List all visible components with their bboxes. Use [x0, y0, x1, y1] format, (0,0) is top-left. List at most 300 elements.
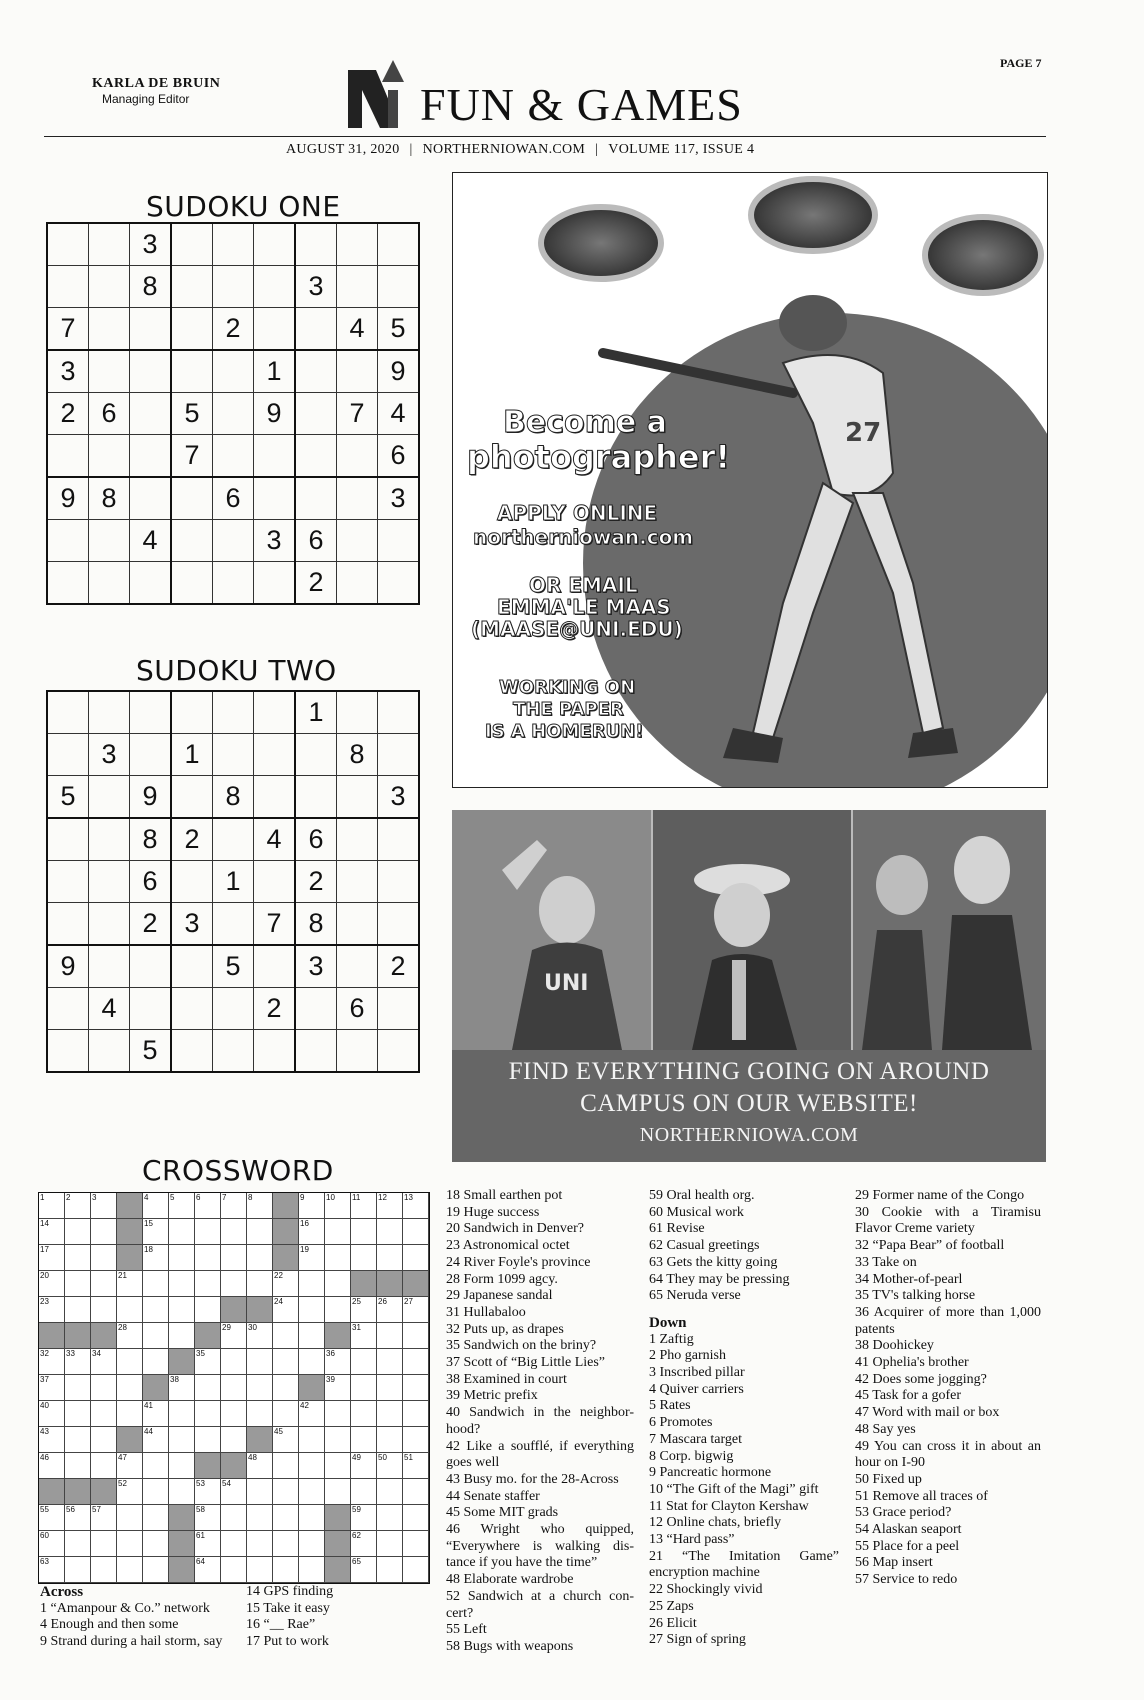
sudoku-cell[interactable]	[171, 350, 213, 393]
crossword-cell[interactable]	[273, 1297, 299, 1323]
crossword-cell[interactable]	[65, 1297, 91, 1323]
sudoku-cell[interactable]	[47, 562, 89, 605]
crossword-cell[interactable]	[169, 1375, 195, 1401]
crossword-cell[interactable]	[299, 1427, 325, 1453]
crossword-cell[interactable]	[221, 1245, 247, 1271]
sudoku-cell[interactable]: 7	[337, 393, 378, 435]
sudoku-cell[interactable]	[378, 903, 420, 946]
photographer-ad[interactable]	[452, 172, 1048, 788]
crossword-cell[interactable]	[299, 1531, 325, 1557]
crossword-cell[interactable]	[351, 1349, 377, 1375]
sudoku-cell[interactable]	[378, 691, 420, 734]
sudoku-cell[interactable]	[130, 734, 172, 776]
crossword-cell[interactable]	[377, 1401, 403, 1427]
sudoku-cell[interactable]	[47, 435, 89, 478]
crossword-cell[interactable]	[39, 1401, 65, 1427]
crossword-cell[interactable]	[221, 1349, 247, 1375]
sudoku-cell[interactable]	[337, 861, 378, 903]
crossword-cell[interactable]	[117, 1453, 143, 1479]
crossword-cell[interactable]	[39, 1557, 65, 1583]
sudoku-cell[interactable]	[213, 1030, 254, 1073]
sudoku-cell[interactable]: 3	[130, 223, 172, 266]
sudoku-cell[interactable]: 2	[378, 945, 420, 988]
crossword-cell[interactable]	[169, 1401, 195, 1427]
crossword-cell[interactable]	[65, 1375, 91, 1401]
crossword-cell[interactable]	[195, 1505, 221, 1531]
crossword-cell[interactable]	[143, 1297, 169, 1323]
crossword-cell[interactable]	[247, 1531, 273, 1557]
crossword-cell[interactable]	[351, 1245, 377, 1271]
crossword-cell[interactable]	[143, 1219, 169, 1245]
crossword-cell[interactable]	[65, 1349, 91, 1375]
crossword-cell[interactable]	[299, 1297, 325, 1323]
crossword-cell[interactable]	[65, 1505, 91, 1531]
crossword-cell[interactable]	[39, 1453, 65, 1479]
sudoku-cell[interactable]	[47, 818, 89, 861]
sudoku-cell[interactable]	[337, 562, 378, 605]
sudoku-cell[interactable]	[130, 477, 172, 520]
crossword-cell[interactable]	[65, 1245, 91, 1271]
crossword-cell[interactable]	[65, 1427, 91, 1453]
crossword-cell[interactable]	[299, 1271, 325, 1297]
crossword-cell[interactable]	[91, 1245, 117, 1271]
sudoku-cell[interactable]: 8	[130, 818, 172, 861]
crossword-cell[interactable]	[195, 1375, 221, 1401]
crossword-cell[interactable]	[143, 1245, 169, 1271]
sudoku-cell[interactable]: 8	[295, 903, 337, 946]
sudoku-cell[interactable]	[337, 776, 378, 819]
sudoku-cell[interactable]: 6	[378, 435, 420, 478]
crossword-cell[interactable]	[351, 1479, 377, 1505]
sudoku-cell[interactable]: 6	[295, 818, 337, 861]
sudoku-cell[interactable]: 9	[130, 776, 172, 819]
sudoku-cell[interactable]	[254, 1030, 296, 1073]
crossword-cell[interactable]	[169, 1453, 195, 1479]
sudoku-cell[interactable]: 2	[295, 861, 337, 903]
crossword-cell[interactable]	[221, 1531, 247, 1557]
crossword-cell[interactable]	[273, 1271, 299, 1297]
sudoku-cell[interactable]: 3	[89, 734, 130, 776]
sudoku-cell[interactable]: 5	[130, 1030, 172, 1073]
sudoku-cell[interactable]: 2	[47, 393, 89, 435]
sudoku-cell[interactable]	[171, 266, 213, 308]
crossword-cell[interactable]	[169, 1427, 195, 1453]
crossword-cell[interactable]	[273, 1349, 299, 1375]
sudoku-cell[interactable]	[378, 988, 420, 1030]
crossword-cell[interactable]	[117, 1479, 143, 1505]
crossword-cell[interactable]	[117, 1531, 143, 1557]
crossword-cell[interactable]	[351, 1401, 377, 1427]
sudoku-cell[interactable]	[295, 223, 337, 266]
crossword-cell[interactable]	[377, 1297, 403, 1323]
crossword-cell[interactable]	[195, 1427, 221, 1453]
crossword-cell[interactable]	[299, 1505, 325, 1531]
sudoku-cell[interactable]: 3	[378, 477, 420, 520]
crossword-cell[interactable]	[325, 1245, 351, 1271]
sudoku-cell[interactable]	[378, 1030, 420, 1073]
sudoku-cell[interactable]	[89, 223, 130, 266]
sudoku-cell[interactable]: 3	[378, 776, 420, 819]
sudoku-cell[interactable]	[213, 818, 254, 861]
crossword-cell[interactable]	[143, 1505, 169, 1531]
sudoku-cell[interactable]	[89, 776, 130, 819]
crossword-cell[interactable]	[39, 1271, 65, 1297]
sudoku-cell[interactable]	[254, 477, 296, 520]
sudoku-cell[interactable]	[378, 520, 420, 562]
crossword-cell[interactable]	[91, 1505, 117, 1531]
sudoku-cell[interactable]: 1	[254, 350, 296, 393]
sudoku-cell[interactable]: 3	[295, 266, 337, 308]
sudoku-cell[interactable]: 6	[295, 520, 337, 562]
crossword-cell[interactable]	[325, 1271, 351, 1297]
sudoku-cell[interactable]	[130, 691, 172, 734]
crossword-cell[interactable]	[351, 1297, 377, 1323]
crossword-cell[interactable]	[377, 1453, 403, 1479]
sudoku-cell[interactable]	[213, 734, 254, 776]
crossword-cell[interactable]	[117, 1557, 143, 1583]
crossword-cell[interactable]	[325, 1401, 351, 1427]
crossword-cell[interactable]	[273, 1453, 299, 1479]
crossword-cell[interactable]	[247, 1479, 273, 1505]
sudoku-cell[interactable]: 2	[130, 903, 172, 946]
sudoku-cell[interactable]	[47, 266, 89, 308]
crossword-cell[interactable]	[195, 1297, 221, 1323]
sudoku-cell[interactable]	[130, 988, 172, 1030]
sudoku-cell[interactable]: 5	[47, 776, 89, 819]
crossword-cell[interactable]	[91, 1271, 117, 1297]
sudoku-cell[interactable]	[213, 223, 254, 266]
crossword-cell[interactable]	[403, 1505, 429, 1531]
sudoku-cell[interactable]: 9	[47, 477, 89, 520]
sudoku-cell[interactable]	[337, 266, 378, 308]
crossword-cell[interactable]	[299, 1219, 325, 1245]
crossword-grid[interactable]	[38, 1192, 430, 1584]
sudoku-cell[interactable]: 2	[213, 308, 254, 351]
sudoku-cell[interactable]: 2	[295, 562, 337, 605]
crossword-cell[interactable]	[117, 1271, 143, 1297]
sudoku-cell[interactable]	[337, 903, 378, 946]
sudoku-cell[interactable]	[89, 520, 130, 562]
crossword-cell[interactable]	[325, 1479, 351, 1505]
crossword-cell[interactable]	[377, 1479, 403, 1505]
sudoku-cell[interactable]: 1	[171, 734, 213, 776]
crossword-cell[interactable]	[299, 1193, 325, 1219]
sudoku-cell[interactable]	[295, 393, 337, 435]
sudoku-cell[interactable]	[171, 988, 213, 1030]
crossword-cell[interactable]	[221, 1219, 247, 1245]
crossword-cell[interactable]	[117, 1401, 143, 1427]
crossword-cell[interactable]	[143, 1271, 169, 1297]
sudoku-cell[interactable]	[254, 861, 296, 903]
sudoku-cell[interactable]	[378, 223, 420, 266]
sudoku-cell[interactable]	[213, 562, 254, 605]
crossword-cell[interactable]	[117, 1323, 143, 1349]
crossword-cell[interactable]	[247, 1349, 273, 1375]
crossword-cell[interactable]	[325, 1427, 351, 1453]
sudoku-cell[interactable]: 7	[171, 435, 213, 478]
sudoku-cell[interactable]: 6	[130, 861, 172, 903]
sudoku-cell[interactable]: 4	[89, 988, 130, 1030]
sudoku-cell[interactable]	[295, 988, 337, 1030]
sudoku-cell[interactable]	[295, 435, 337, 478]
crossword-cell[interactable]	[325, 1219, 351, 1245]
sudoku-cell[interactable]	[254, 435, 296, 478]
sudoku-cell[interactable]	[254, 562, 296, 605]
sudoku-cell[interactable]: 6	[337, 988, 378, 1030]
crossword-cell[interactable]	[117, 1297, 143, 1323]
crossword-cell[interactable]	[91, 1297, 117, 1323]
crossword-cell[interactable]	[351, 1505, 377, 1531]
sudoku-cell[interactable]: 5	[213, 945, 254, 988]
crossword-cell[interactable]	[221, 1323, 247, 1349]
crossword-cell[interactable]	[169, 1193, 195, 1219]
sudoku-cell[interactable]	[213, 520, 254, 562]
sudoku-cell[interactable]	[295, 1030, 337, 1073]
sudoku-cell[interactable]	[337, 223, 378, 266]
crossword-cell[interactable]	[169, 1245, 195, 1271]
crossword-cell[interactable]	[39, 1427, 65, 1453]
crossword-cell[interactable]	[91, 1219, 117, 1245]
sudoku-cell[interactable]: 6	[89, 393, 130, 435]
sudoku-cell[interactable]	[213, 393, 254, 435]
crossword-cell[interactable]	[377, 1323, 403, 1349]
sudoku-cell[interactable]: 3	[254, 520, 296, 562]
crossword-cell[interactable]	[403, 1453, 429, 1479]
crossword-cell[interactable]	[377, 1427, 403, 1453]
ad-caption-link[interactable]: NORTHERNIOWA.COM	[639, 1124, 859, 1146]
sudoku-cell[interactable]: 9	[378, 350, 420, 393]
crossword-cell[interactable]	[169, 1323, 195, 1349]
sudoku-two-grid[interactable]	[46, 690, 420, 1073]
sudoku-cell[interactable]	[89, 691, 130, 734]
sudoku-cell[interactable]: 7	[47, 308, 89, 351]
crossword-cell[interactable]	[169, 1219, 195, 1245]
sudoku-cell[interactable]	[337, 477, 378, 520]
sudoku-cell[interactable]	[130, 350, 172, 393]
crossword-cell[interactable]	[221, 1557, 247, 1583]
crossword-cell[interactable]	[403, 1479, 429, 1505]
sudoku-cell[interactable]: 1	[295, 691, 337, 734]
sudoku-cell[interactable]	[47, 520, 89, 562]
crossword-cell[interactable]	[403, 1375, 429, 1401]
crossword-cell[interactable]	[195, 1479, 221, 1505]
sudoku-cell[interactable]	[171, 776, 213, 819]
crossword-cell[interactable]	[91, 1427, 117, 1453]
crossword-cell[interactable]	[247, 1193, 273, 1219]
crossword-cell[interactable]	[143, 1453, 169, 1479]
sudoku-cell[interactable]: 9	[47, 945, 89, 988]
sudoku-cell[interactable]	[130, 393, 172, 435]
sudoku-cell[interactable]	[89, 562, 130, 605]
sudoku-cell[interactable]: 5	[171, 393, 213, 435]
sudoku-cell[interactable]	[378, 861, 420, 903]
crossword-cell[interactable]	[325, 1453, 351, 1479]
sudoku-cell[interactable]: 1	[213, 861, 254, 903]
crossword-cell[interactable]	[39, 1219, 65, 1245]
crossword-cell[interactable]	[65, 1401, 91, 1427]
crossword-cell[interactable]	[143, 1323, 169, 1349]
sudoku-cell[interactable]	[47, 1030, 89, 1073]
sudoku-cell[interactable]	[89, 1030, 130, 1073]
crossword-cell[interactable]	[403, 1245, 429, 1271]
crossword-cell[interactable]	[91, 1531, 117, 1557]
crossword-cell[interactable]	[403, 1193, 429, 1219]
crossword-cell[interactable]	[65, 1219, 91, 1245]
crossword-cell[interactable]	[117, 1349, 143, 1375]
sudoku-cell[interactable]: 3	[171, 903, 213, 946]
sudoku-cell[interactable]	[378, 818, 420, 861]
crossword-cell[interactable]	[247, 1323, 273, 1349]
crossword-cell[interactable]	[247, 1271, 273, 1297]
crossword-cell[interactable]	[351, 1427, 377, 1453]
sudoku-cell[interactable]	[171, 520, 213, 562]
crossword-cell[interactable]	[39, 1531, 65, 1557]
crossword-cell[interactable]	[143, 1531, 169, 1557]
crossword-cell[interactable]	[247, 1557, 273, 1583]
sudoku-cell[interactable]: 4	[254, 818, 296, 861]
sudoku-cell[interactable]	[254, 691, 296, 734]
sudoku-cell[interactable]	[130, 435, 172, 478]
sudoku-cell[interactable]	[337, 945, 378, 988]
sudoku-cell[interactable]	[213, 435, 254, 478]
sudoku-cell[interactable]	[295, 734, 337, 776]
sudoku-cell[interactable]	[89, 818, 130, 861]
crossword-cell[interactable]	[195, 1557, 221, 1583]
sudoku-cell[interactable]	[89, 266, 130, 308]
crossword-cell[interactable]	[195, 1401, 221, 1427]
crossword-cell[interactable]	[299, 1453, 325, 1479]
crossword-cell[interactable]	[117, 1375, 143, 1401]
crossword-cell[interactable]	[377, 1557, 403, 1583]
crossword-cell[interactable]	[143, 1401, 169, 1427]
sudoku-cell[interactable]	[47, 734, 89, 776]
crossword-cell[interactable]	[169, 1479, 195, 1505]
sudoku-cell[interactable]	[130, 945, 172, 988]
crossword-cell[interactable]	[195, 1349, 221, 1375]
crossword-cell[interactable]	[299, 1349, 325, 1375]
sudoku-cell[interactable]	[89, 308, 130, 351]
sudoku-cell[interactable]	[47, 861, 89, 903]
crossword-cell[interactable]	[195, 1271, 221, 1297]
crossword-cell[interactable]	[273, 1479, 299, 1505]
crossword-cell[interactable]	[351, 1557, 377, 1583]
sudoku-cell[interactable]	[89, 903, 130, 946]
sudoku-cell[interactable]	[254, 734, 296, 776]
crossword-cell[interactable]	[143, 1427, 169, 1453]
crossword-cell[interactable]	[91, 1375, 117, 1401]
sudoku-cell[interactable]: 3	[47, 350, 89, 393]
crossword-cell[interactable]	[273, 1323, 299, 1349]
crossword-cell[interactable]	[39, 1193, 65, 1219]
sudoku-cell[interactable]	[254, 223, 296, 266]
sudoku-cell[interactable]	[47, 691, 89, 734]
sudoku-cell[interactable]: 8	[89, 477, 130, 520]
crossword-cell[interactable]	[91, 1193, 117, 1219]
crossword-cell[interactable]	[143, 1557, 169, 1583]
crossword-cell[interactable]	[351, 1219, 377, 1245]
crossword-cell[interactable]	[39, 1297, 65, 1323]
sudoku-cell[interactable]	[337, 435, 378, 478]
crossword-cell[interactable]	[195, 1219, 221, 1245]
crossword-cell[interactable]	[273, 1375, 299, 1401]
sudoku-cell[interactable]	[213, 266, 254, 308]
crossword-cell[interactable]	[325, 1297, 351, 1323]
sudoku-cell[interactable]	[171, 1030, 213, 1073]
crossword-cell[interactable]	[39, 1505, 65, 1531]
crossword-cell[interactable]	[377, 1531, 403, 1557]
sudoku-cell[interactable]	[171, 861, 213, 903]
crossword-cell[interactable]	[247, 1245, 273, 1271]
crossword-cell[interactable]	[117, 1505, 143, 1531]
sudoku-cell[interactable]	[213, 691, 254, 734]
crossword-cell[interactable]	[351, 1531, 377, 1557]
ad-contact-email[interactable]: (MAASE@UNI.EDU)	[471, 617, 683, 641]
crossword-cell[interactable]	[403, 1557, 429, 1583]
sudoku-cell[interactable]: 9	[254, 393, 296, 435]
crossword-cell[interactable]	[377, 1505, 403, 1531]
sudoku-cell[interactable]: 2	[254, 988, 296, 1030]
crossword-cell[interactable]	[351, 1375, 377, 1401]
sudoku-cell[interactable]	[378, 266, 420, 308]
sudoku-cell[interactable]	[295, 776, 337, 819]
crossword-cell[interactable]	[351, 1323, 377, 1349]
ad-apply-link[interactable]: northerniowan.com	[473, 525, 694, 549]
crossword-cell[interactable]	[403, 1427, 429, 1453]
crossword-cell[interactable]	[91, 1349, 117, 1375]
sudoku-cell[interactable]	[171, 945, 213, 988]
crossword-cell[interactable]	[273, 1505, 299, 1531]
sudoku-cell[interactable]	[130, 308, 172, 351]
sudoku-cell[interactable]: 6	[213, 477, 254, 520]
crossword-cell[interactable]	[377, 1219, 403, 1245]
sudoku-cell[interactable]	[213, 350, 254, 393]
crossword-cell[interactable]	[299, 1479, 325, 1505]
sudoku-cell[interactable]: 2	[171, 818, 213, 861]
crossword-cell[interactable]	[325, 1193, 351, 1219]
crossword-cell[interactable]	[65, 1193, 91, 1219]
crossword-cell[interactable]	[39, 1375, 65, 1401]
crossword-cell[interactable]	[273, 1531, 299, 1557]
sudoku-cell[interactable]	[171, 477, 213, 520]
sudoku-cell[interactable]: 8	[337, 734, 378, 776]
crossword-cell[interactable]	[143, 1193, 169, 1219]
crossword-cell[interactable]	[195, 1245, 221, 1271]
sudoku-cell[interactable]	[89, 945, 130, 988]
crossword-cell[interactable]	[221, 1505, 247, 1531]
site-link[interactable]: NORTHERNIOWAN.COM	[422, 142, 586, 157]
crossword-cell[interactable]	[377, 1193, 403, 1219]
crossword-cell[interactable]	[403, 1531, 429, 1557]
crossword-cell[interactable]	[195, 1193, 221, 1219]
crossword-cell[interactable]	[195, 1531, 221, 1557]
sudoku-cell[interactable]	[171, 562, 213, 605]
crossword-cell[interactable]	[403, 1297, 429, 1323]
crossword-cell[interactable]	[403, 1349, 429, 1375]
sudoku-cell[interactable]	[213, 903, 254, 946]
crossword-cell[interactable]	[403, 1219, 429, 1245]
crossword-cell[interactable]	[221, 1193, 247, 1219]
sudoku-cell[interactable]	[47, 903, 89, 946]
crossword-cell[interactable]	[143, 1479, 169, 1505]
sudoku-cell[interactable]	[89, 435, 130, 478]
crossword-cell[interactable]	[221, 1479, 247, 1505]
sudoku-cell[interactable]	[337, 520, 378, 562]
crossword-cell[interactable]	[377, 1349, 403, 1375]
crossword-cell[interactable]	[65, 1531, 91, 1557]
sudoku-cell[interactable]	[47, 223, 89, 266]
sudoku-cell[interactable]: 4	[378, 393, 420, 435]
crossword-cell[interactable]	[273, 1401, 299, 1427]
